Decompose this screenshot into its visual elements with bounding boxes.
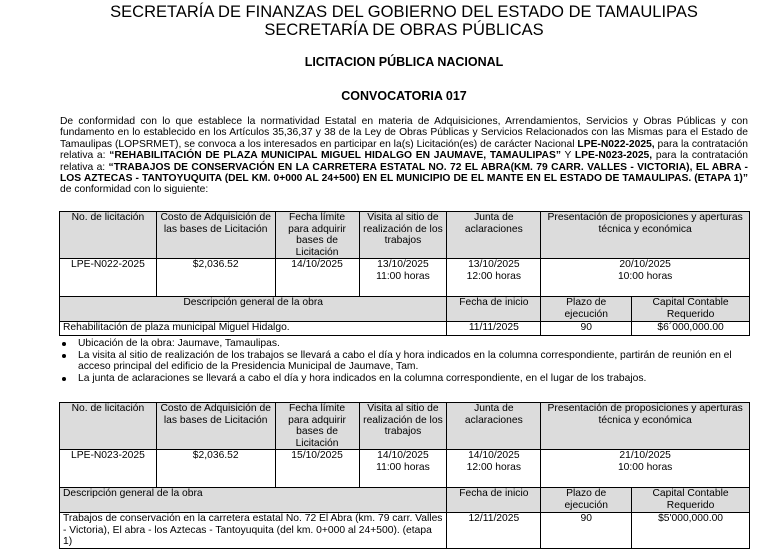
col-header-descripcion: Descripción general de la obra [60,297,447,322]
presentacion-fecha: 20/10/2025 [619,259,671,270]
visita-hora: 11:00 horas [376,461,430,473]
cell-plazo: 90 [541,513,632,549]
col-header-capital: Capital Contable Requerido [632,297,750,322]
cell-visita [359,450,447,488]
table-row [60,450,750,488]
obra-name-1: “REHABILITACIÓN DE PLAZA MUNICIPAL MIGUEL HIDALGO EN JAUMAVE, TAMAULIPAS” [109,150,561,162]
cell-presentacion [541,450,750,488]
intro-text-3: Y [560,150,575,162]
cell-costo: $2,036.52 [156,450,275,488]
cell-capital: $6´000,000.00 [632,322,750,336]
table-header-row [60,403,750,450]
junta-fecha: 13/10/2025 [468,259,520,270]
col-header-costo: Costo de Adquisición de las bases de Licitación [156,212,275,259]
obra-name-2: “TRABAJOS DE CONSERVACIÓN EN LA CARRETERA ESTATAL NO. 72 EL ABRA(KM. 79 CARR. VALLES - VICTORIA), EL ABRA - LOS AZTECAS - TANTOYUQUITA (DEL KM. 0+000 AL 24+500) EN EL MUNICIPIO DE EL MANTE EN EL ESTADO DE TAMAULIPAS. (ETAPA 1)” [60,161,748,185]
presentacion-hora: 10:00 horas [617,270,673,282]
table-row [60,259,750,297]
cell-no-licitacion: LPE-N023-2025 [60,450,157,488]
col-header-fecha-inicio: Fecha de inicio [447,488,541,513]
cell-descripcion: Rehabilitación de plaza municipal Miguel Hidalgo. [60,322,447,336]
list-item: La junta de aclaraciones se llevará a cabo el día y hora indicados en la columna correspondiente, en el lugar de los trabajos. [60,373,750,385]
junta-hora: 12:00 horas [466,270,522,282]
cell-descripcion: Trabajos de conservación en la carretera estatal No. 72 El Abra (km. 79 carr. Valles - Victoria), El abra - los Aztecas - Tantoyuquita (del km. 0+000 al 24+500). (etapa 1) [60,513,447,549]
col-header-fecha-limite: Fecha límite para adquirir bases de Licitación [275,403,359,450]
col-header-visita: Visita al sitio de realización de los trabajos [359,403,447,450]
table-subheader-row [60,297,750,322]
cell-no-licitacion: LPE-N022-2025 [60,259,157,297]
col-header-fecha-inicio: Fecha de inicio [447,297,541,322]
document-title: LICITACION PÚBLICA NACIONAL [304,55,504,69]
cell-fecha-limite: 14/10/2025 [275,259,359,297]
col-header-descripcion: Descripción general de la obra [60,488,447,513]
cell-junta [447,259,541,297]
cell-junta [447,450,541,488]
table-row [60,322,750,336]
cell-capital: $5'000,000.00 [632,513,750,549]
intro-text-4: para la contratación relativa a: [60,150,748,173]
col-header-plazo: Plazo de ejecución [541,488,632,513]
col-header-junta: Junta de aclaraciones [447,212,541,259]
intro-paragraph [60,116,748,196]
col-header-presentacion: Presentación de proposiciones y aperturas técnica y económica [541,212,750,259]
convocatoria-title: CONVOCATORIA 017 [341,89,467,103]
col-header-visita: Visita al sitio de realización de los trabajos [359,212,447,259]
header-secretaria-finanzas: SECRETARÍA DE FINANZAS DEL GOBIERNO DEL ESTADO DE TAMAULIPAS [110,3,698,21]
col-header-no-licitacion: No. de licitación [60,403,157,450]
licitacion-table-1 [59,211,750,336]
licitacion-code-2: LPE-N023-2025, [574,150,653,162]
visita-fecha: 13/10/2025 [377,259,429,270]
intro-text-5: de conformidad con lo siguiente: [60,184,209,196]
col-header-junta: Junta de aclaraciones [447,403,541,450]
cell-fecha-limite: 15/10/2025 [275,450,359,488]
junta-hora: 12:00 horas [466,461,522,473]
col-header-plazo: Plazo de ejecución [541,297,632,322]
junta-fecha: 14/10/2025 [468,450,520,461]
cell-costo: $2,036.52 [156,259,275,297]
list-item: La visita al sitio de realización de los trabajos se llevará a cabo el día y hora indicados en la columna correspondiente, partirán de reunión en el acceso principal del edificio de la Presidencia Municipal de Jaumave, Tam. [60,350,750,373]
col-header-fecha-limite: Fecha límite para adquirir bases de Licitación [275,212,359,259]
visita-hora: 11:00 horas [376,270,430,282]
visita-fecha: 14/10/2025 [377,450,429,461]
licitacion-code-1: LPE-N022-2025, [577,138,655,150]
intro-text-2: para la contratación relativa a: [60,138,748,162]
bullet-list [60,338,750,384]
cell-visita [359,259,447,297]
table-row [60,513,750,549]
presentacion-hora: 10:00 horas [617,461,673,473]
col-header-presentacion: Presentación de proposiciones y aperturas técnica y económica [541,403,750,450]
list-item: Ubicación de la obra: Jaumave, Tamaulipas. [60,338,750,350]
col-header-costo: Costo de Adquisición de las bases de Licitación [156,403,275,450]
col-header-no-licitacion: No. de licitación [60,212,157,259]
header-secretaria-obras: SECRETARÍA DE OBRAS PÚBLICAS [264,21,544,39]
cell-fecha-inicio: 12/11/2025 [447,513,541,549]
table-header-row [60,212,750,259]
intro-text-1: De conformidad con lo que establece la normatividad Estatal en materia de Adquisiciones, Arrendamientos, Servicios y Obras Públicas y con fundamento en lo establecido en los Artículos 35,36,37 y 38 de la Ley de Obras Públicas y Servicios Relacionados con las Mismas para el Estado de Tamaulipas (LOPSRMET), se convoca a los interesados en participar en la(s) Licitación(es) de carácter Nacional [60,116,748,150]
cell-plazo: 90 [541,322,632,336]
presentacion-fecha: 21/10/2025 [619,450,671,461]
licitacion-table-2 [59,402,750,549]
table-subheader-row [60,488,750,513]
cell-presentacion [541,259,750,297]
col-header-capital: Capital Contable Requerido [632,488,750,513]
cell-fecha-inicio: 11/11/2025 [447,322,541,336]
